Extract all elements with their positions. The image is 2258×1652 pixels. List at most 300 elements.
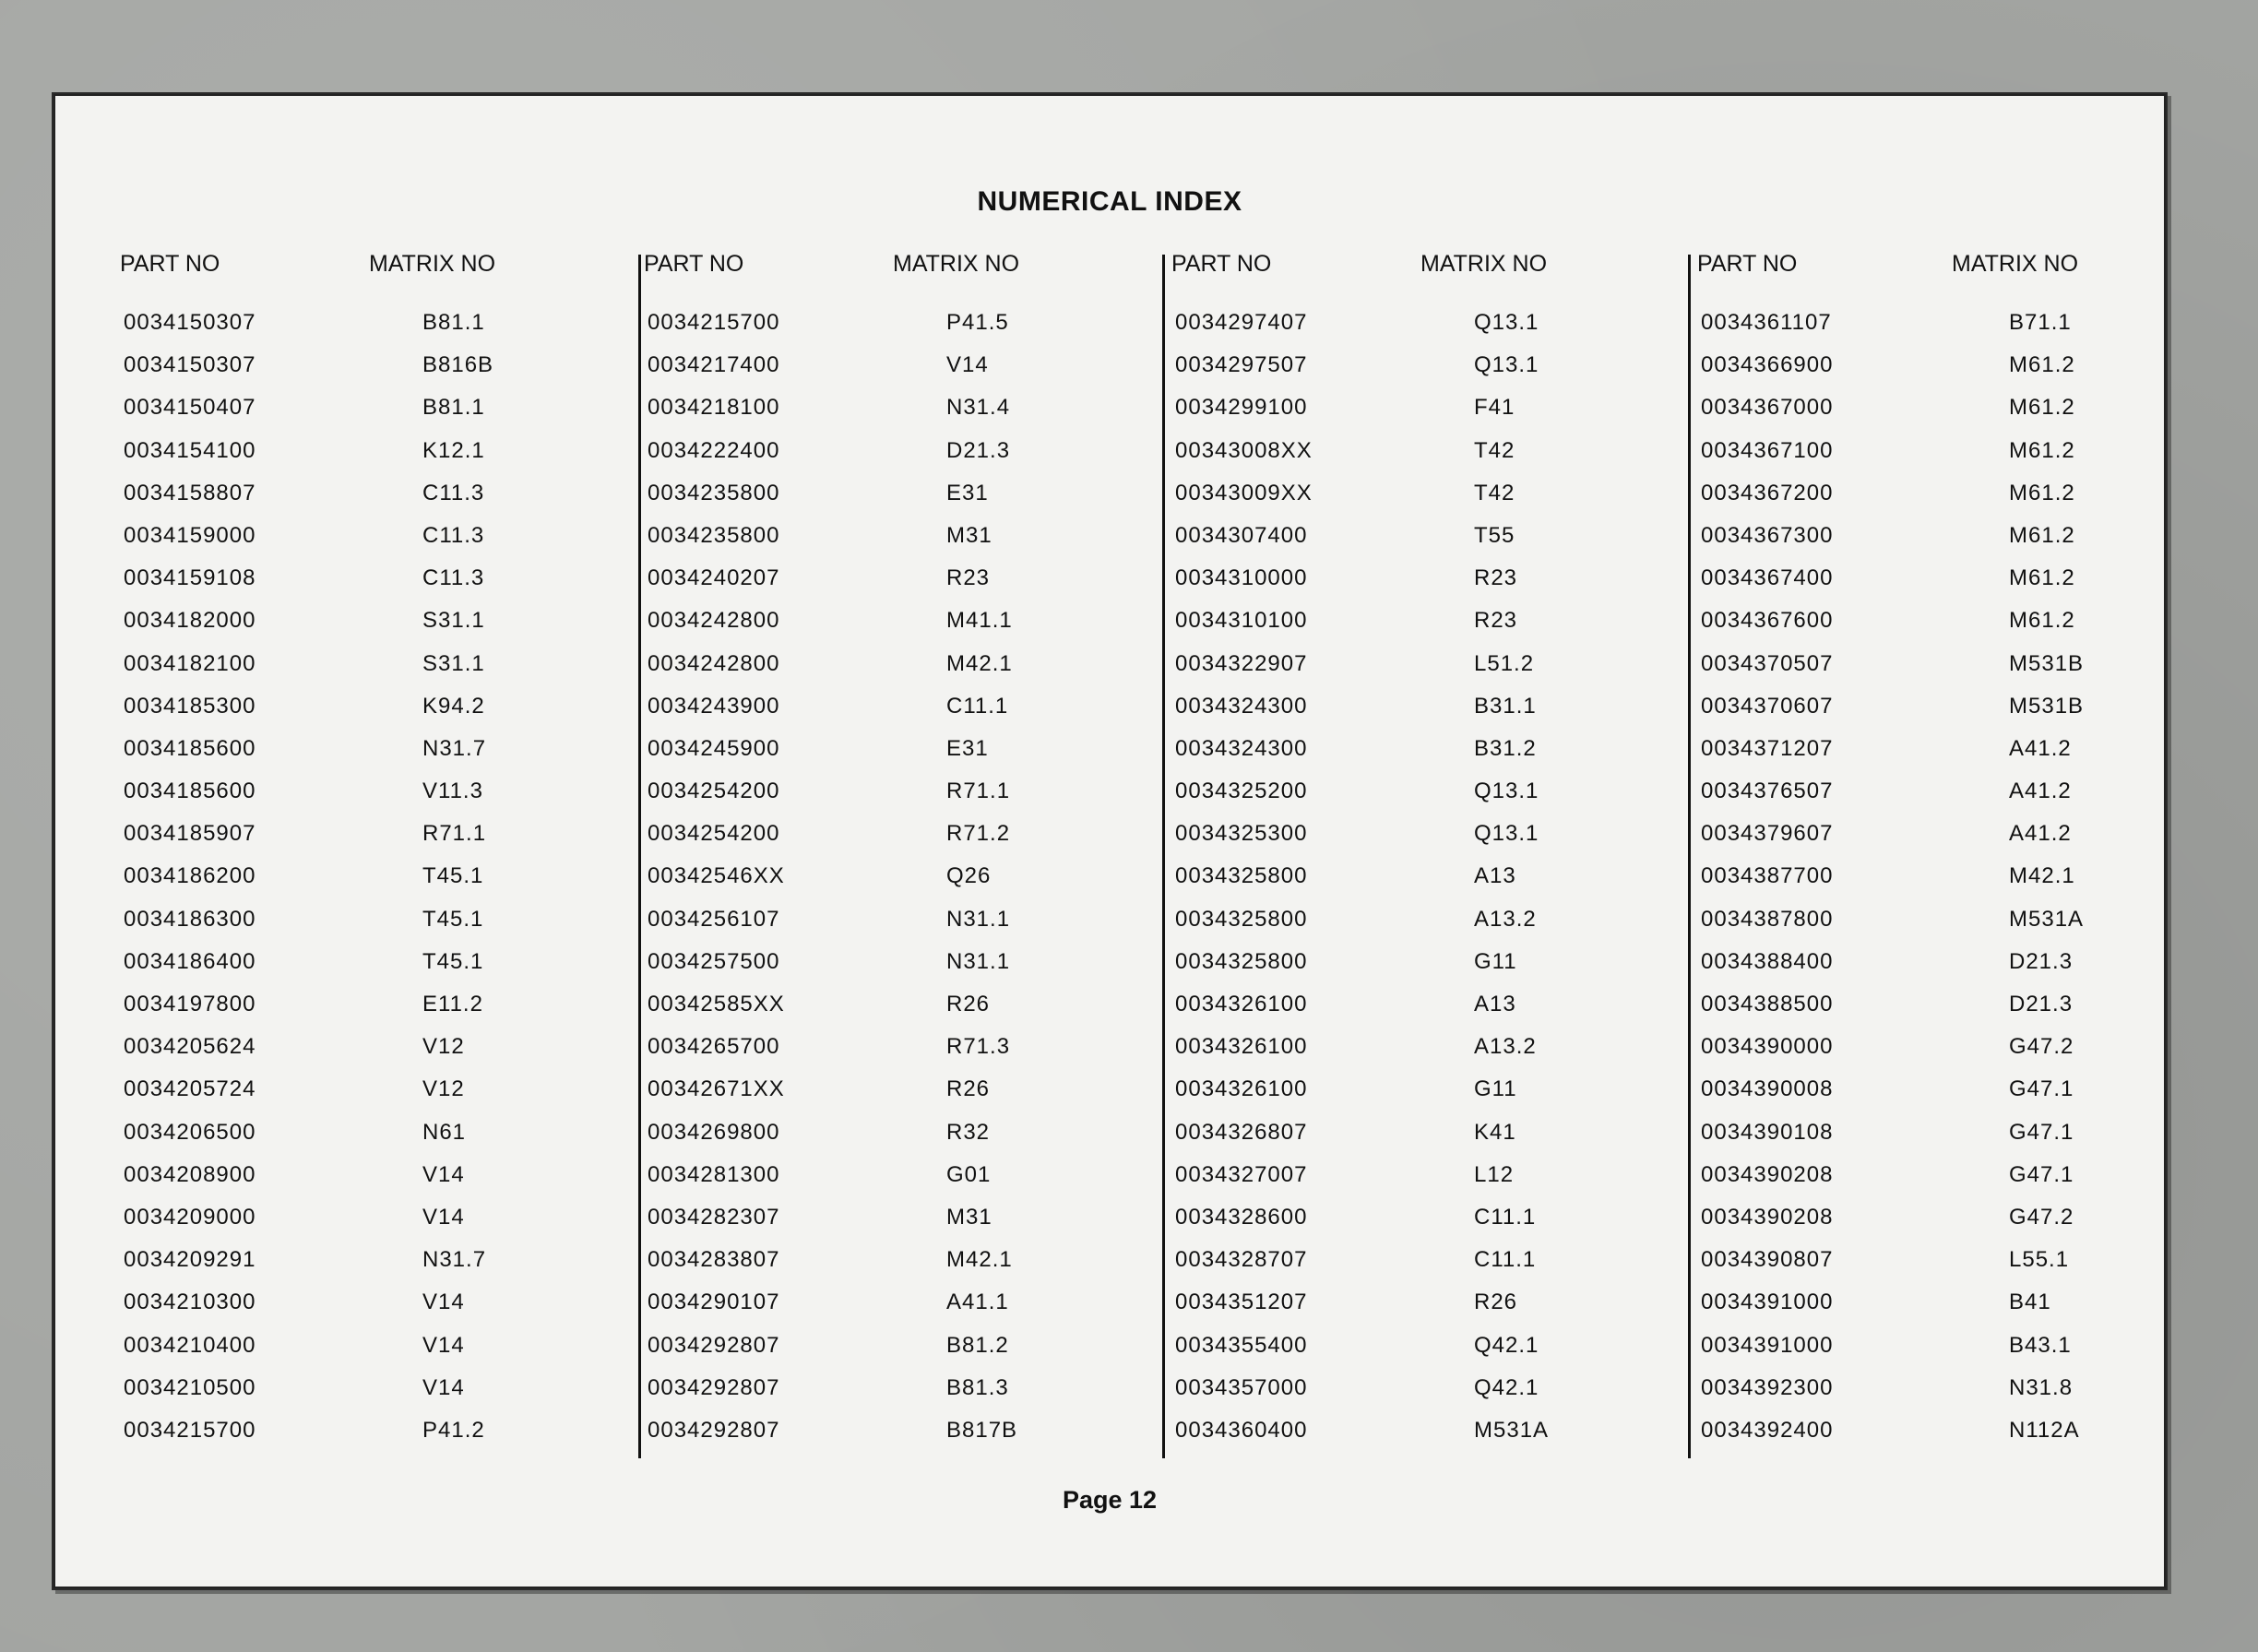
index-column-4 bbox=[1697, 244, 2177, 1553]
matrix-number: R23 bbox=[946, 565, 991, 591]
matrix-number: M531A bbox=[1474, 1417, 1550, 1443]
part-number: 0034371207 bbox=[1701, 735, 1834, 761]
matrix-number: V14 bbox=[422, 1204, 465, 1230]
matrix-number: A41.1 bbox=[946, 1290, 1009, 1315]
matrix-number: Q13.1 bbox=[1474, 310, 1539, 335]
matrix-number: R26 bbox=[946, 992, 991, 1016]
matrix-number: M61.2 bbox=[2009, 565, 2075, 591]
part-number: 0034254200 bbox=[648, 821, 780, 847]
matrix-no-header: MATRIX NO bbox=[369, 251, 496, 277]
matrix-number: V14 bbox=[422, 1332, 465, 1358]
part-number: 0034205624 bbox=[124, 1034, 256, 1060]
index-row bbox=[644, 727, 1123, 769]
index-row bbox=[120, 1153, 600, 1195]
matrix-number: A41.2 bbox=[2009, 821, 2072, 847]
matrix-number: B43.1 bbox=[2009, 1332, 2072, 1358]
part-number: 0034245900 bbox=[648, 735, 780, 761]
part-number: 0034325200 bbox=[1175, 778, 1308, 804]
index-row bbox=[1171, 1111, 1651, 1153]
index-row bbox=[1171, 940, 1651, 982]
part-number: 00343009XX bbox=[1175, 480, 1313, 505]
index-rows bbox=[1171, 301, 1651, 1451]
part-number: 00343008XX bbox=[1175, 437, 1313, 463]
index-row bbox=[1171, 727, 1651, 769]
index-row bbox=[120, 1238, 600, 1280]
index-row bbox=[120, 556, 600, 599]
part-number: 0034390108 bbox=[1701, 1119, 1834, 1145]
part-number: 0034186400 bbox=[124, 948, 256, 974]
part-number: 0034150307 bbox=[124, 352, 256, 378]
index-row bbox=[1171, 812, 1651, 854]
matrix-number: A41.2 bbox=[2009, 778, 2072, 804]
index-row bbox=[644, 1067, 1123, 1110]
matrix-number: V11.3 bbox=[422, 778, 483, 804]
index-row bbox=[1697, 514, 2177, 556]
matrix-number: R23 bbox=[1474, 565, 1518, 591]
part-number: 0034235800 bbox=[648, 480, 780, 505]
index-row bbox=[1171, 1153, 1651, 1195]
part-number: 0034154100 bbox=[124, 437, 256, 463]
part-number: 0034326807 bbox=[1175, 1119, 1308, 1145]
matrix-number: S31.1 bbox=[422, 608, 485, 634]
part-number: 0034326100 bbox=[1175, 1076, 1308, 1102]
part-number: 0034326100 bbox=[1175, 1034, 1308, 1060]
matrix-number: G11 bbox=[1474, 1076, 1517, 1102]
part-number: 0034240207 bbox=[648, 565, 780, 591]
index-row bbox=[120, 854, 600, 897]
part-no-header: PART NO bbox=[120, 251, 220, 277]
index-row bbox=[1171, 301, 1651, 343]
index-row bbox=[1171, 854, 1651, 897]
part-number: 0034387700 bbox=[1701, 863, 1834, 889]
part-number: 0034206500 bbox=[124, 1119, 256, 1145]
matrix-number: V12 bbox=[422, 1034, 465, 1060]
matrix-number: Q42.1 bbox=[1474, 1374, 1539, 1400]
part-number: 0034292807 bbox=[648, 1374, 780, 1400]
index-row bbox=[120, 1111, 600, 1153]
index-row bbox=[120, 982, 600, 1025]
matrix-number: N31.1 bbox=[946, 948, 1011, 974]
part-no-header: PART NO bbox=[1697, 251, 1798, 277]
part-number: 0034297407 bbox=[1175, 310, 1308, 335]
index-row bbox=[1697, 386, 2177, 428]
matrix-number: M31 bbox=[946, 1204, 992, 1230]
matrix-number: T45.1 bbox=[422, 863, 484, 889]
part-number: 0034327007 bbox=[1175, 1161, 1308, 1187]
part-number: 0034159000 bbox=[124, 522, 256, 548]
part-no-header: PART NO bbox=[644, 251, 744, 277]
index-row bbox=[644, 769, 1123, 812]
index-row bbox=[1171, 429, 1651, 471]
matrix-number: B31.2 bbox=[1474, 735, 1537, 761]
matrix-number: Q42.1 bbox=[1474, 1332, 1539, 1358]
matrix-number: B41 bbox=[2009, 1290, 2051, 1315]
part-number: 0034256107 bbox=[648, 906, 780, 932]
part-number: 0034215700 bbox=[124, 1417, 256, 1443]
part-number: 0034325300 bbox=[1175, 821, 1308, 847]
part-number: 0034185600 bbox=[124, 778, 256, 804]
matrix-number: T45.1 bbox=[422, 906, 484, 932]
matrix-number: R26 bbox=[946, 1076, 991, 1102]
index-row bbox=[1697, 812, 2177, 854]
index-row bbox=[644, 1153, 1123, 1195]
part-number: 00342585XX bbox=[648, 992, 785, 1016]
part-number: 0034186300 bbox=[124, 906, 256, 932]
index-row bbox=[120, 769, 600, 812]
part-number: 0034209291 bbox=[124, 1247, 256, 1273]
matrix-number: M31 bbox=[946, 522, 992, 548]
index-row bbox=[1697, 1366, 2177, 1408]
index-row bbox=[1697, 854, 2177, 897]
part-number: 0034210500 bbox=[124, 1374, 256, 1400]
index-rows bbox=[1697, 301, 2177, 1451]
index-row bbox=[1697, 940, 2177, 982]
index-row bbox=[1171, 1408, 1651, 1451]
column-divider bbox=[1688, 255, 1691, 1458]
part-number: 0034351207 bbox=[1175, 1290, 1308, 1315]
part-number: 0034376507 bbox=[1701, 778, 1834, 804]
part-number: 0034325800 bbox=[1175, 863, 1308, 889]
index-row bbox=[120, 514, 600, 556]
part-number: 0034390208 bbox=[1701, 1161, 1834, 1187]
index-column-3 bbox=[1171, 244, 1651, 1553]
column-divider bbox=[1162, 255, 1165, 1458]
part-number: 0034388500 bbox=[1701, 992, 1834, 1016]
index-row bbox=[120, 301, 600, 343]
part-number: 0034218100 bbox=[648, 395, 780, 421]
index-row bbox=[1697, 301, 2177, 343]
matrix-number: M42.1 bbox=[946, 650, 1013, 676]
index-row bbox=[644, 343, 1123, 386]
matrix-number: B81.2 bbox=[946, 1332, 1009, 1358]
part-number: 0034158807 bbox=[124, 480, 256, 505]
index-row bbox=[1171, 684, 1651, 727]
part-number: 0034210300 bbox=[124, 1290, 256, 1315]
index-row bbox=[120, 471, 600, 514]
part-number: 0034265700 bbox=[648, 1034, 780, 1060]
index-row bbox=[644, 1324, 1123, 1366]
matrix-number: V14 bbox=[422, 1374, 465, 1400]
column-header bbox=[1697, 244, 2177, 280]
index-row bbox=[1171, 599, 1651, 641]
index-row bbox=[1697, 1280, 2177, 1323]
index-row bbox=[1171, 1238, 1651, 1280]
matrix-number: N31.7 bbox=[422, 735, 487, 761]
index-row bbox=[644, 514, 1123, 556]
index-row bbox=[1697, 429, 2177, 471]
index-row bbox=[1697, 1025, 2177, 1067]
matrix-number: N31.8 bbox=[2009, 1374, 2074, 1400]
matrix-number: T45.1 bbox=[422, 948, 484, 974]
part-number: 0034205724 bbox=[124, 1076, 256, 1102]
part-number: 0034282307 bbox=[648, 1204, 780, 1230]
index-row bbox=[1697, 1324, 2177, 1366]
index-row bbox=[1697, 556, 2177, 599]
index-row bbox=[644, 599, 1123, 641]
index-row bbox=[1697, 1153, 2177, 1195]
part-number: 0034328600 bbox=[1175, 1204, 1308, 1230]
index-row bbox=[644, 684, 1123, 727]
part-number: 0034367300 bbox=[1701, 522, 1834, 548]
column-header bbox=[120, 244, 600, 280]
part-number: 0034367400 bbox=[1701, 565, 1834, 591]
matrix-number: M42.1 bbox=[946, 1247, 1013, 1273]
part-number: 0034324300 bbox=[1175, 735, 1308, 761]
index-row bbox=[1697, 897, 2177, 940]
part-number: 0034325800 bbox=[1175, 948, 1308, 974]
matrix-number: R32 bbox=[946, 1119, 991, 1145]
index-row bbox=[120, 812, 600, 854]
index-row bbox=[1697, 1067, 2177, 1110]
part-number: 0034361107 bbox=[1701, 310, 1832, 335]
part-number: 0034307400 bbox=[1175, 522, 1308, 548]
part-number: 0034355400 bbox=[1175, 1332, 1308, 1358]
matrix-number: C11.1 bbox=[946, 693, 1009, 719]
index-row bbox=[120, 1366, 600, 1408]
part-number: 0034283807 bbox=[648, 1247, 780, 1273]
matrix-number: Q13.1 bbox=[1474, 778, 1539, 804]
part-number: 0034242800 bbox=[648, 650, 780, 676]
matrix-number: R71.1 bbox=[946, 778, 1011, 804]
index-row bbox=[1171, 1025, 1651, 1067]
index-row bbox=[644, 940, 1123, 982]
index-rows bbox=[120, 301, 600, 1451]
index-row bbox=[1171, 471, 1651, 514]
index-row bbox=[644, 854, 1123, 897]
part-number: 0034391000 bbox=[1701, 1332, 1834, 1358]
index-row bbox=[644, 1408, 1123, 1451]
matrix-number: M531B bbox=[2009, 693, 2085, 719]
index-row bbox=[1171, 514, 1651, 556]
index-row bbox=[1697, 982, 2177, 1025]
index-row bbox=[1171, 1195, 1651, 1238]
matrix-number: M42.1 bbox=[2009, 863, 2075, 889]
index-row bbox=[120, 599, 600, 641]
index-row bbox=[644, 556, 1123, 599]
index-row bbox=[120, 940, 600, 982]
matrix-number: G47.2 bbox=[2009, 1204, 2074, 1230]
index-row bbox=[120, 429, 600, 471]
matrix-number: N31.1 bbox=[946, 906, 1011, 932]
matrix-number: N31.7 bbox=[422, 1247, 487, 1273]
part-number: 0034326100 bbox=[1175, 992, 1308, 1016]
matrix-number: M531A bbox=[2009, 906, 2085, 932]
part-number: 0034390807 bbox=[1701, 1247, 1834, 1273]
index-row bbox=[1171, 556, 1651, 599]
part-number: 0034292807 bbox=[648, 1332, 780, 1358]
index-page bbox=[53, 94, 2166, 1588]
index-row bbox=[120, 1067, 600, 1110]
matrix-number: M61.2 bbox=[2009, 480, 2075, 505]
matrix-number: G47.1 bbox=[2009, 1076, 2074, 1102]
matrix-number: B81.3 bbox=[946, 1374, 1009, 1400]
index-row bbox=[1171, 1366, 1651, 1408]
part-number: 0034367000 bbox=[1701, 395, 1834, 421]
part-number: 0034242800 bbox=[648, 608, 780, 634]
matrix-number: V14 bbox=[946, 352, 989, 378]
part-number: 0034387800 bbox=[1701, 906, 1834, 932]
index-row bbox=[1697, 471, 2177, 514]
part-number: 0034159108 bbox=[124, 565, 256, 591]
index-row bbox=[120, 727, 600, 769]
index-row bbox=[644, 301, 1123, 343]
matrix-number: M531B bbox=[2009, 650, 2085, 676]
matrix-number: Q13.1 bbox=[1474, 821, 1539, 847]
part-number: 0034310000 bbox=[1175, 565, 1308, 591]
matrix-number: B71.1 bbox=[2009, 310, 2072, 335]
index-row bbox=[120, 1324, 600, 1366]
matrix-number: B81.1 bbox=[422, 395, 485, 421]
index-row bbox=[120, 1280, 600, 1323]
part-number: 0034379607 bbox=[1701, 821, 1834, 847]
part-number: 0034370507 bbox=[1701, 650, 1834, 676]
matrix-number: V14 bbox=[422, 1161, 465, 1187]
matrix-number: K41 bbox=[1474, 1119, 1516, 1145]
index-row bbox=[644, 1238, 1123, 1280]
part-number: 0034324300 bbox=[1175, 693, 1308, 719]
matrix-number: G47.1 bbox=[2009, 1161, 2074, 1187]
part-number: 0034208900 bbox=[124, 1161, 256, 1187]
part-number: 0034390208 bbox=[1701, 1204, 1834, 1230]
matrix-number: R23 bbox=[1474, 608, 1518, 634]
matrix-number: K12.1 bbox=[422, 437, 485, 463]
index-row bbox=[1171, 343, 1651, 386]
index-row bbox=[644, 897, 1123, 940]
matrix-number: D21.3 bbox=[2009, 948, 2074, 974]
index-row bbox=[1697, 1111, 2177, 1153]
index-row bbox=[1171, 1280, 1651, 1323]
part-number: 00342546XX bbox=[648, 863, 785, 889]
part-number: 0034257500 bbox=[648, 948, 780, 974]
part-number: 0034367100 bbox=[1701, 437, 1834, 463]
part-number: 0034185300 bbox=[124, 693, 256, 719]
index-column-1 bbox=[120, 244, 600, 1553]
index-row bbox=[644, 471, 1123, 514]
matrix-number: G01 bbox=[946, 1161, 992, 1187]
matrix-number: A13 bbox=[1474, 992, 1516, 1016]
matrix-number: R71.2 bbox=[946, 821, 1011, 847]
part-number: 0034325800 bbox=[1175, 906, 1308, 932]
matrix-number: F41 bbox=[1474, 395, 1515, 421]
part-number: 0034254200 bbox=[648, 778, 780, 804]
matrix-number: E31 bbox=[946, 735, 989, 761]
matrix-number: D21.3 bbox=[946, 437, 1011, 463]
part-number: 0034310100 bbox=[1175, 608, 1308, 634]
matrix-number: C11.3 bbox=[422, 480, 485, 505]
index-row bbox=[120, 684, 600, 727]
index-row bbox=[644, 1111, 1123, 1153]
matrix-number: M41.1 bbox=[946, 608, 1013, 634]
part-number: 0034366900 bbox=[1701, 352, 1834, 378]
index-row bbox=[1171, 642, 1651, 684]
part-number: 0034186200 bbox=[124, 863, 256, 889]
index-row bbox=[1697, 727, 2177, 769]
matrix-number: E11.2 bbox=[422, 992, 483, 1016]
matrix-number: N112A bbox=[2009, 1417, 2080, 1443]
matrix-number: N61 bbox=[422, 1119, 467, 1145]
index-columns bbox=[120, 244, 2149, 1553]
matrix-number: A13.2 bbox=[1474, 906, 1537, 932]
matrix-number: B816B bbox=[422, 352, 494, 378]
page-number: Page 12 bbox=[1062, 1486, 1158, 1514]
index-row bbox=[644, 1195, 1123, 1238]
matrix-number: A13 bbox=[1474, 863, 1516, 889]
part-number: 0034390000 bbox=[1701, 1034, 1834, 1060]
index-row bbox=[120, 343, 600, 386]
part-number: 00342671XX bbox=[648, 1076, 785, 1102]
index-row bbox=[1171, 1324, 1651, 1366]
part-number: 0034367200 bbox=[1701, 480, 1834, 505]
index-row bbox=[644, 429, 1123, 471]
index-row bbox=[644, 1280, 1123, 1323]
matrix-number: G47.2 bbox=[2009, 1034, 2074, 1060]
index-row bbox=[120, 897, 600, 940]
matrix-number: L55.1 bbox=[2009, 1247, 2070, 1273]
part-no-header: PART NO bbox=[1171, 251, 1272, 277]
part-number: 0034388400 bbox=[1701, 948, 1834, 974]
index-row bbox=[644, 1366, 1123, 1408]
part-number: 0034367600 bbox=[1701, 608, 1834, 634]
index-row bbox=[1171, 982, 1651, 1025]
part-number: 0034182100 bbox=[124, 650, 256, 676]
index-row bbox=[1697, 343, 2177, 386]
matrix-number: T55 bbox=[1474, 522, 1515, 548]
part-number: 0034360400 bbox=[1175, 1417, 1308, 1443]
index-row bbox=[120, 642, 600, 684]
part-number: 0034357000 bbox=[1175, 1374, 1308, 1400]
index-column-2 bbox=[644, 244, 1123, 1553]
part-number: 0034243900 bbox=[648, 693, 780, 719]
matrix-number: V12 bbox=[422, 1076, 465, 1102]
matrix-number: Q13.1 bbox=[1474, 352, 1539, 378]
matrix-number: M61.2 bbox=[2009, 352, 2075, 378]
part-number: 0034269800 bbox=[648, 1119, 780, 1145]
index-row bbox=[644, 642, 1123, 684]
matrix-number: V14 bbox=[422, 1290, 465, 1315]
index-row bbox=[1171, 1067, 1651, 1110]
part-number: 0034235800 bbox=[648, 522, 780, 548]
part-number: 0034209000 bbox=[124, 1204, 256, 1230]
part-number: 0034391000 bbox=[1701, 1290, 1834, 1315]
matrix-number: T42 bbox=[1474, 437, 1515, 463]
part-number: 0034217400 bbox=[648, 352, 780, 378]
part-number: 0034182000 bbox=[124, 608, 256, 634]
index-row bbox=[120, 1408, 600, 1451]
column-header bbox=[1171, 244, 1651, 280]
index-row bbox=[120, 386, 600, 428]
matrix-number: B81.1 bbox=[422, 310, 485, 335]
matrix-number: A41.2 bbox=[2009, 735, 2072, 761]
page-title: NUMERICAL INDEX bbox=[977, 186, 1242, 217]
matrix-number: A13.2 bbox=[1474, 1034, 1537, 1060]
matrix-number: C11.3 bbox=[422, 522, 485, 548]
part-number: 0034185907 bbox=[124, 821, 256, 847]
index-row bbox=[1171, 386, 1651, 428]
part-number: 0034222400 bbox=[648, 437, 780, 463]
part-number: 0034370607 bbox=[1701, 693, 1834, 719]
matrix-no-header: MATRIX NO bbox=[1420, 251, 1548, 277]
part-number: 0034392300 bbox=[1701, 1374, 1834, 1400]
matrix-number: R71.3 bbox=[946, 1034, 1011, 1060]
matrix-number: L51.2 bbox=[1474, 650, 1535, 676]
matrix-number: L12 bbox=[1474, 1161, 1515, 1187]
index-row bbox=[1697, 642, 2177, 684]
matrix-number: B817B bbox=[946, 1417, 1018, 1443]
part-number: 0034392400 bbox=[1701, 1417, 1834, 1443]
part-number: 0034150307 bbox=[124, 310, 256, 335]
index-row bbox=[1171, 897, 1651, 940]
index-row bbox=[644, 982, 1123, 1025]
